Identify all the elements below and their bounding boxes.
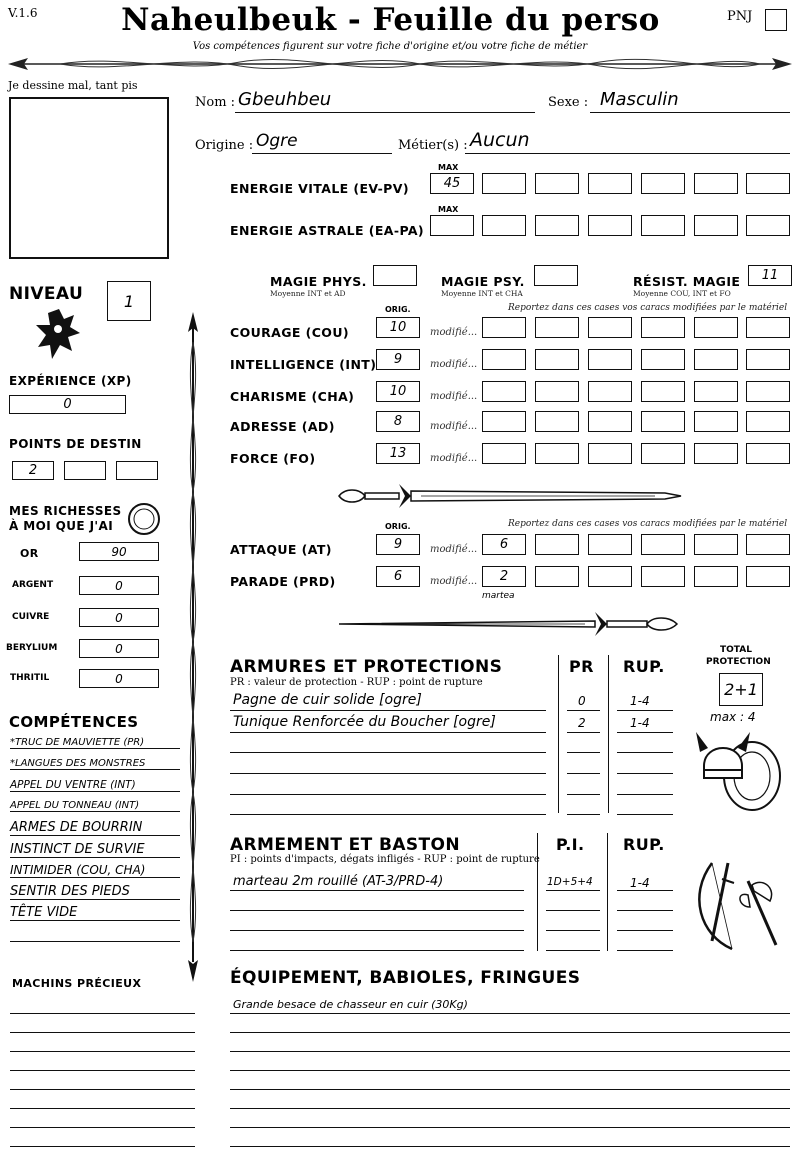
- combat-mod-note: martea: [482, 591, 515, 601]
- armor-line: [230, 732, 546, 733]
- combat-mod-box[interactable]: [641, 534, 685, 555]
- stat-mod-box[interactable]: [694, 443, 738, 464]
- vertical-spear-icon: [182, 312, 204, 982]
- stat-mod-box[interactable]: [535, 411, 579, 432]
- total-protection-label-1: TOTAL: [720, 645, 752, 655]
- ev-box-6[interactable]: [746, 173, 790, 194]
- treasure-line[interactable]: [10, 1127, 195, 1128]
- stat-mod-box[interactable]: [694, 349, 738, 370]
- stats-orig-label: ORIG.: [385, 305, 411, 314]
- stat-mod-box[interactable]: [641, 411, 685, 432]
- armor-row-name[interactable]: Pagne de cuir solide [ogre]: [233, 692, 422, 708]
- ea-label: ENERGIE ASTRALE (EA-PA): [230, 223, 425, 238]
- treasure-line[interactable]: [10, 1051, 195, 1052]
- magie-psy-box[interactable]: [534, 265, 578, 286]
- combat-label-prd: PARADE (PRD): [230, 574, 336, 589]
- stat-mod-box[interactable]: [641, 317, 685, 338]
- wealth-label-thritil: THRITIL: [10, 673, 50, 683]
- weapon-rup-line: [617, 910, 673, 911]
- stat-box-cha[interactable]: 10: [376, 381, 420, 402]
- weapons-col-rup: RUP.: [623, 835, 665, 854]
- armor-title: ARMURES ET PROTECTIONS: [230, 657, 503, 677]
- armor-subtitle: PR : valeur de protection - RUP : point de rupture: [230, 677, 483, 688]
- armor-row-rup[interactable]: 1-4: [630, 716, 650, 730]
- magie-psy-note: Moyenne INT et CHA: [441, 289, 523, 298]
- page-subtitle: Vos compétences figurent sur votre fiche d'origine et/ou votre fiche de métier: [192, 41, 588, 52]
- weapon-pi-line: [546, 950, 600, 951]
- metier-field[interactable]: Aucun: [470, 129, 530, 151]
- weapon-row-pi[interactable]: 1D+5+4: [547, 876, 593, 888]
- magie-phys-note: Moyenne INT et AD: [270, 289, 346, 298]
- destin-box-1[interactable]: 2: [12, 461, 54, 480]
- equipment-line[interactable]: [230, 1146, 790, 1147]
- stat-mod-box[interactable]: [746, 443, 790, 464]
- stat-mod-box[interactable]: [588, 381, 632, 402]
- armor-line: [230, 814, 546, 815]
- weapons-icon: [692, 855, 788, 955]
- armor-line: [230, 710, 546, 711]
- stat-mod-box[interactable]: [482, 411, 526, 432]
- sexe-field[interactable]: Masculin: [600, 89, 679, 110]
- stat-mod-box[interactable]: [694, 411, 738, 432]
- armor-rup-line: [617, 794, 673, 795]
- nom-label: Nom :: [195, 95, 236, 110]
- combat-mod-box[interactable]: [588, 534, 632, 555]
- armor-pr-line: [567, 752, 600, 753]
- skill-item[interactable]: APPEL DU VENTRE (INT): [10, 779, 180, 792]
- armor-rup-line: [617, 773, 673, 774]
- weapon-line: [230, 930, 524, 931]
- stat-mod-box[interactable]: [746, 411, 790, 432]
- combat-mod-box[interactable]: [535, 534, 579, 555]
- combat-mod-box[interactable]: [746, 534, 790, 555]
- combat-mod-at[interactable]: 6: [482, 534, 526, 555]
- stat-modifie-fo: modifié...: [430, 453, 478, 464]
- treasure-line[interactable]: [10, 1108, 195, 1109]
- skill-item[interactable]: INSTINCT DE SURVIE: [10, 842, 180, 858]
- helmet-shield-icon: [694, 726, 786, 814]
- stat-modifie-int: modifié...: [430, 359, 478, 370]
- wealth-label-2: À MOI QUE J'AI: [9, 519, 114, 533]
- version-label: V.1.6: [8, 6, 38, 20]
- wealth-box-thritil[interactable]: 0: [79, 669, 159, 688]
- combat-box-at[interactable]: 9: [376, 534, 420, 555]
- armor-row-pr[interactable]: 2: [578, 716, 586, 730]
- stat-mod-box[interactable]: [746, 317, 790, 338]
- competences-title: COMPÉTENCES: [9, 713, 139, 731]
- stat-modifie-ad: modifié...: [430, 421, 478, 432]
- resist-magie-box[interactable]: 11: [748, 265, 792, 286]
- combat-box-prd[interactable]: 6: [376, 566, 420, 587]
- armor-line: [230, 752, 546, 753]
- skill-blank-line: [10, 941, 180, 942]
- treasure-line[interactable]: [10, 1070, 195, 1071]
- ev-max-box[interactable]: 45: [430, 173, 474, 194]
- dragon-icon: [34, 305, 84, 363]
- armor-rup-line: [617, 814, 673, 815]
- weapon-rup-line: [617, 930, 673, 931]
- treasures-title: MACHINS PRÉCIEUX: [12, 977, 142, 990]
- ea-box-5[interactable]: [694, 215, 738, 236]
- weapon-pi-line: [546, 910, 600, 911]
- armor-row-pr[interactable]: 0: [578, 694, 586, 708]
- armor-pr-line: [567, 814, 600, 815]
- weapon-row-name[interactable]: marteau 2m rouillé (AT-3/PRD-4): [233, 874, 444, 889]
- ev-box-1[interactable]: [482, 173, 526, 194]
- skill-item[interactable]: APPEL DU TONNEAU (INT): [10, 800, 180, 812]
- armor-col-pr: PR: [569, 657, 594, 676]
- weapons-title: ARMEMENT ET BASTON: [230, 835, 461, 855]
- armor-rup-line: [617, 752, 673, 753]
- destin-label: POINTS DE DESTIN: [9, 437, 142, 451]
- armor-rup-line: [617, 710, 673, 711]
- portrait-caption: Je dessine mal, tant pis: [8, 79, 138, 92]
- ev-box-5[interactable]: [694, 173, 738, 194]
- combat-mod-box[interactable]: [694, 534, 738, 555]
- sword-icon: [335, 608, 685, 640]
- magie-phys-label: MAGIE PHYS.: [270, 274, 367, 289]
- resist-magie-label: RÉSIST. MAGIE: [633, 274, 741, 289]
- armor-col-divider: [558, 655, 559, 813]
- combat-mod-prd[interactable]: 2: [482, 566, 526, 587]
- equipment-line[interactable]: [230, 1089, 790, 1090]
- armor-pr-line: [567, 794, 600, 795]
- weapon-line: [230, 910, 524, 911]
- stat-mod-box[interactable]: [588, 411, 632, 432]
- stat-modifie-cha: modifié...: [430, 391, 478, 402]
- wealth-box-cuivre[interactable]: 0: [79, 608, 159, 627]
- sexe-line: [590, 112, 790, 113]
- equipment-line[interactable]: [230, 1108, 790, 1109]
- stat-box-int[interactable]: 9: [376, 349, 420, 370]
- resist-magie-note: Moyenne COU, INT et FO: [633, 289, 731, 298]
- weapon-pi-line: [546, 930, 600, 931]
- equipment-item[interactable]: Grande besace de chasseur en cuir (30Kg): [233, 998, 468, 1011]
- armor-row-name[interactable]: Tunique Renforcée du Boucher [ogre]: [233, 714, 496, 730]
- origine-line: [252, 153, 392, 154]
- armor-pr-line: [567, 732, 600, 733]
- sword-icon: [335, 480, 685, 512]
- skill-item[interactable]: *TRUC DE MAUVIETTE (PR): [10, 737, 180, 749]
- ea-box-4[interactable]: [641, 215, 685, 236]
- stat-mod-box[interactable]: [482, 443, 526, 464]
- armor-line: [230, 773, 546, 774]
- stat-label-cha: CHARISME (CHA): [230, 389, 355, 404]
- stat-box-ad[interactable]: 8: [376, 411, 420, 432]
- treasure-line[interactable]: [10, 1089, 195, 1090]
- armor-col-rup: RUP.: [623, 657, 665, 676]
- skill-item[interactable]: ARMES DE BOURRIN: [10, 820, 180, 836]
- armor-row-rup[interactable]: 1-4: [630, 694, 650, 708]
- ev-label: ENERGIE VITALE (EV-PV): [230, 181, 409, 196]
- ev-max-label: MAX: [438, 163, 459, 172]
- armor-pr-line: [567, 773, 600, 774]
- stat-label-int: INTELLIGENCE (INT): [230, 357, 377, 372]
- stat-mod-box[interactable]: [694, 381, 738, 402]
- stat-label-fo: FORCE (FO): [230, 451, 316, 466]
- stat-mod-box[interactable]: [535, 317, 579, 338]
- niveau-label: NIVEAU: [9, 284, 84, 304]
- combat-modifie-at: modifié...: [430, 544, 478, 555]
- stat-box-fo[interactable]: 13: [376, 443, 420, 464]
- armor-col-divider: [608, 655, 609, 813]
- ea-box-3[interactable]: [588, 215, 632, 236]
- treasure-line[interactable]: [10, 1032, 195, 1033]
- armor-line: [230, 794, 546, 795]
- weapon-rup-line: [617, 950, 673, 951]
- metier-line: [465, 153, 790, 154]
- treasure-line[interactable]: [10, 1146, 195, 1147]
- combat-label-at: ATTAQUE (AT): [230, 542, 332, 557]
- xp-label: EXPÉRIENCE (XP): [9, 374, 132, 388]
- spear-vine-divider: [0, 52, 800, 78]
- wealth-label-or: OR: [20, 547, 39, 560]
- wealth-box-argent[interactable]: 0: [79, 576, 159, 595]
- stat-mod-box[interactable]: [482, 381, 526, 402]
- stat-mod-box[interactable]: [482, 317, 526, 338]
- ea-max-box[interactable]: [430, 215, 474, 236]
- stat-mod-box[interactable]: [535, 381, 579, 402]
- combat-mod-box[interactable]: [641, 566, 685, 587]
- sexe-label: Sexe :: [548, 95, 589, 110]
- weapons-col-divider: [537, 833, 538, 951]
- skill-item[interactable]: *LANGUES DES MONSTRES: [10, 758, 180, 770]
- stat-mod-box[interactable]: [588, 317, 632, 338]
- stat-mod-box[interactable]: [535, 349, 579, 370]
- weapons-col-divider: [607, 833, 608, 951]
- coin-icon: [126, 502, 162, 536]
- equipment-line[interactable]: [230, 1051, 790, 1052]
- equipment-line[interactable]: [230, 1070, 790, 1071]
- wealth-label-argent: ARGENT: [12, 580, 54, 590]
- pnj-checkbox[interactable]: [765, 9, 787, 31]
- stat-mod-box[interactable]: [588, 443, 632, 464]
- wealth-box-or[interactable]: 90: [79, 542, 159, 561]
- wealth-label-berylium: BERYLIUM: [6, 643, 58, 653]
- skill-item[interactable]: TÊTE VIDE: [10, 905, 180, 921]
- pnj-label: PNJ: [727, 9, 753, 24]
- equipment-title: ÉQUIPEMENT, BABIOLES, FRINGUES: [230, 968, 581, 988]
- combat-modifie-prd: modifié...: [430, 576, 478, 587]
- weapon-line: [230, 890, 524, 891]
- stat-label-cou: COURAGE (COU): [230, 325, 349, 340]
- skill-item[interactable]: SENTIR DES PIEDS: [10, 884, 180, 900]
- weapons-col-pi: P.I.: [556, 835, 585, 854]
- page-title: Naheulbeuk - Feuille du perso: [121, 2, 660, 38]
- skill-item[interactable]: INTIMIDER (COU, CHA): [10, 863, 180, 878]
- combat-note: Reportez dans ces cases vos caracs modifiées par le matériel: [508, 519, 788, 529]
- stat-mod-box[interactable]: [746, 381, 790, 402]
- combat-mod-box[interactable]: [694, 566, 738, 587]
- stat-label-ad: ADRESSE (AD): [230, 419, 335, 434]
- total-protection-max: max : 4: [710, 710, 756, 724]
- stat-mod-box[interactable]: [535, 443, 579, 464]
- stat-mod-box[interactable]: [482, 349, 526, 370]
- xp-box[interactable]: 0: [9, 395, 126, 414]
- magie-psy-label: MAGIE PSY.: [441, 274, 525, 289]
- weapon-rup-line: [617, 890, 673, 891]
- destin-box-3[interactable]: [116, 461, 158, 480]
- equipment-line[interactable]: [230, 1127, 790, 1128]
- stat-mod-box[interactable]: [694, 317, 738, 338]
- portrait-frame[interactable]: [9, 97, 169, 259]
- combat-mod-box[interactable]: [746, 566, 790, 587]
- equipment-line[interactable]: [230, 1032, 790, 1033]
- ea-box-6[interactable]: [746, 215, 790, 236]
- nom-line: [235, 112, 535, 113]
- stats-note: Reportez dans ces cases vos caracs modifiées par le matériel: [508, 303, 788, 313]
- wealth-label-1: MES RICHESSES: [9, 504, 122, 518]
- ea-box-1[interactable]: [482, 215, 526, 236]
- ev-box-3[interactable]: [588, 173, 632, 194]
- armor-rup-line: [617, 732, 673, 733]
- total-protection-label-2: PROTECTION: [706, 657, 771, 667]
- stat-mod-box[interactable]: [746, 349, 790, 370]
- wealth-box-berylium[interactable]: 0: [79, 639, 159, 658]
- destin-box-2[interactable]: [64, 461, 106, 480]
- stat-mod-box[interactable]: [641, 381, 685, 402]
- stat-mod-box[interactable]: [641, 443, 685, 464]
- stat-box-cou[interactable]: 10: [376, 317, 420, 338]
- weapon-pi-line: [546, 890, 600, 891]
- combat-mod-box[interactable]: [588, 566, 632, 587]
- origine-label: Origine :: [195, 138, 254, 153]
- combat-orig-label: ORIG.: [385, 522, 411, 531]
- ev-box-2[interactable]: [535, 173, 579, 194]
- metier-label: Métier(s) :: [398, 138, 468, 153]
- total-protection-box[interactable]: 2+1: [719, 673, 763, 706]
- stat-modifie-cou: modifié...: [430, 327, 478, 338]
- weapon-row-rup[interactable]: 1-4: [630, 876, 650, 890]
- ea-box-2[interactable]: [535, 215, 579, 236]
- nom-field[interactable]: Gbeuhbeu: [238, 89, 332, 110]
- stat-mod-box[interactable]: [588, 349, 632, 370]
- wealth-label-cuivre: CUIVRE: [12, 612, 50, 622]
- weapon-line: [230, 950, 524, 951]
- ea-max-label: MAX: [438, 205, 459, 214]
- combat-mod-box[interactable]: [535, 566, 579, 587]
- weapons-subtitle: PI : points d'impacts, dégats infligés - RUP : point de rupture: [230, 854, 540, 865]
- niveau-box[interactable]: 1: [107, 281, 151, 321]
- origine-field[interactable]: Ogre: [256, 131, 298, 151]
- armor-pr-line: [567, 710, 600, 711]
- ev-box-4[interactable]: [641, 173, 685, 194]
- stat-mod-box[interactable]: [641, 349, 685, 370]
- treasure-line[interactable]: [10, 1013, 195, 1014]
- magie-phys-box[interactable]: [373, 265, 417, 286]
- equipment-line[interactable]: [230, 1013, 790, 1014]
